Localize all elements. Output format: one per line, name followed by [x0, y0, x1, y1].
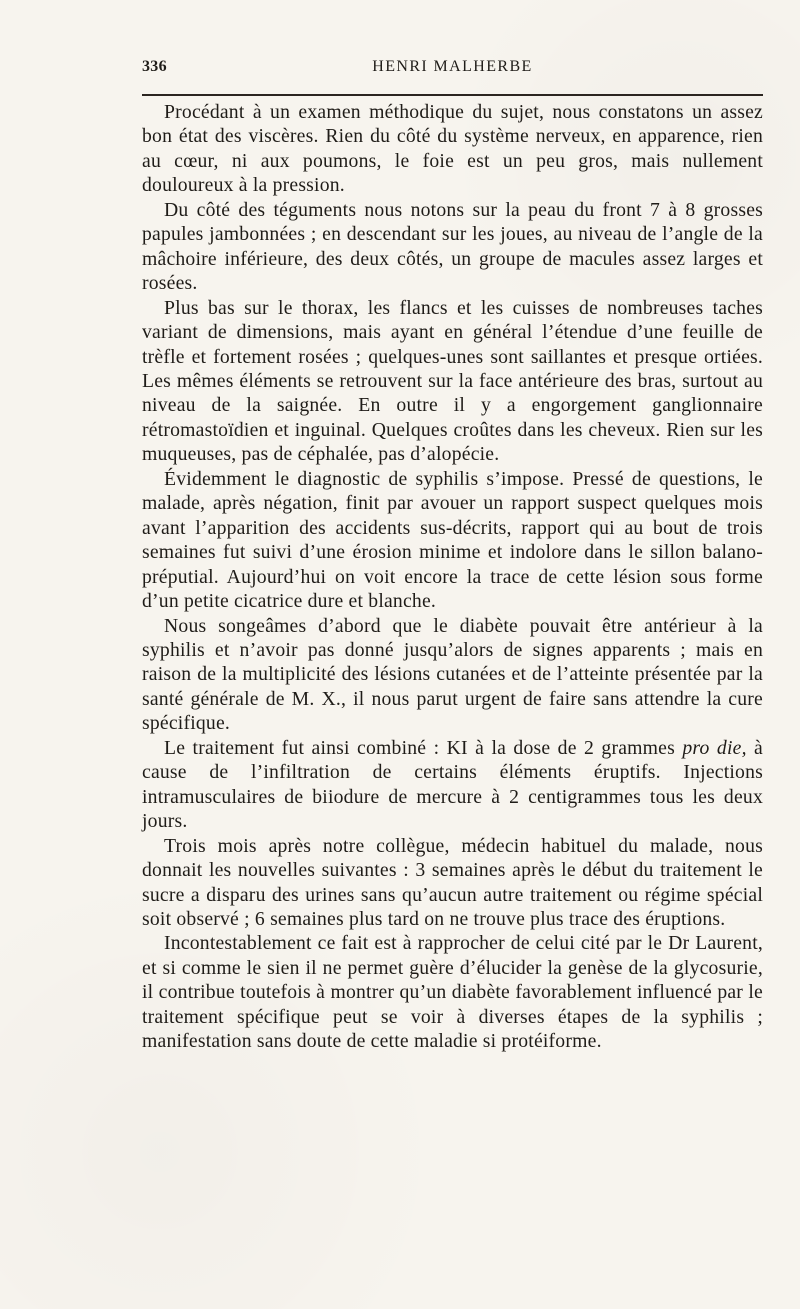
paragraph-6-after: à cause de l’infiltration de certains éléments éruptifs. Injections intramusculaires de biiodure de mercure à 2 centigrammes tous les deux jours. — [142, 736, 763, 833]
paragraph-2: Du côté des téguments nous notons sur la peau du front 7 à 8 grosses papules jambonnées ; en descendant sur les joues, au niveau de l’angle de la mâchoire inférieure, des deux côtés, un groupe de macules assez larges et rosées. — [142, 198, 763, 295]
paragraph-7: Trois mois après notre collègue, médecin habituel du malade, nous donnait les nouvelles suivantes : 3 semaines après le début du traitement le sucre a disparu des urines sans qu’aucun autre traitement ou régime spécial soit observé ; 6 semaines plus tard on ne trouve plus trace des éruptions. — [142, 834, 763, 930]
body-text — [142, 100, 763, 1054]
paragraph-8: Incontestablement ce fait est à rapprocher de celui cité par le Dr Laurent, et si comme le sien il ne permet guère d’élucider la genèse de la glycosurie, il contribue toutefois à montrer qu’un diabète favorablement influencé par le traitement spécifique peut se voir à diverses étapes de la syphilis ; manifestation sans doute de cette maladie si protéiforme. — [142, 932, 763, 1053]
paragraph-6 — [142, 736, 763, 834]
header-rule — [142, 94, 763, 96]
running-head: HENRI MALHERBE — [372, 58, 533, 75]
paragraph-6-before: Le traitement fut ainsi combiné : KI à la dose de 2 grammes — [164, 736, 683, 759]
paragraph-6-italic: pro die, — [682, 736, 747, 759]
page-number: 336 — [142, 58, 167, 75]
paragraph-3: Plus bas sur le thorax, les flancs et les cuisses de nombreuses taches variant de dimensions, mais ayant en général l’étendue d’une feuille de trèfle et fortement rosées ; quelques-unes sont saillantes et presque ortiées. Les mêmes éléments se retrouvent sur la face antérieure des bras, surtout au niveau de la saignée. En outre il y a engorgement ganglionnaire rétromastoïdien et inguinal. Quelques croûtes dans les cheveux. Rien sur les muqueuses, pas de céphalée, pas d’alopécie. — [142, 296, 763, 466]
paragraph-5: Nous songeâmes d’abord que le diabète pouvait être antérieur à la syphilis et n’avoir pas donné jusqu’alors de signes apparents ; mais en raison de la multiplicité des lésions cutanées et de l’atteinte présentée par la santé générale de M. X., il nous parut urgent de faire sans attendre la cure spécifique. — [142, 614, 763, 735]
page-header — [142, 56, 763, 90]
paragraph-1: Procédant à un examen méthodique du sujet, nous constatons un assez bon état des viscères. Rien du côté du système nerveux, en apparence, rien au cœur, ni aux poumons, le foie est un peu gros, mais nullement douloureux à la pression. — [142, 101, 763, 197]
paragraph-4: Évidemment le diagnostic de syphilis s’impose. Pressé de questions, le malade, après négation, finit par avouer un rapport suspect quelques mois avant l’apparition des accidents sus-décrits, rapport qui au bout de trois semaines fut suivi d’une érosion minime et indolore dans le sillon balano-préputial. Aujourd’hui on voit encore la trace de cette lésion sous forme d’un petite cicatrice dure et blanche. — [142, 467, 763, 613]
